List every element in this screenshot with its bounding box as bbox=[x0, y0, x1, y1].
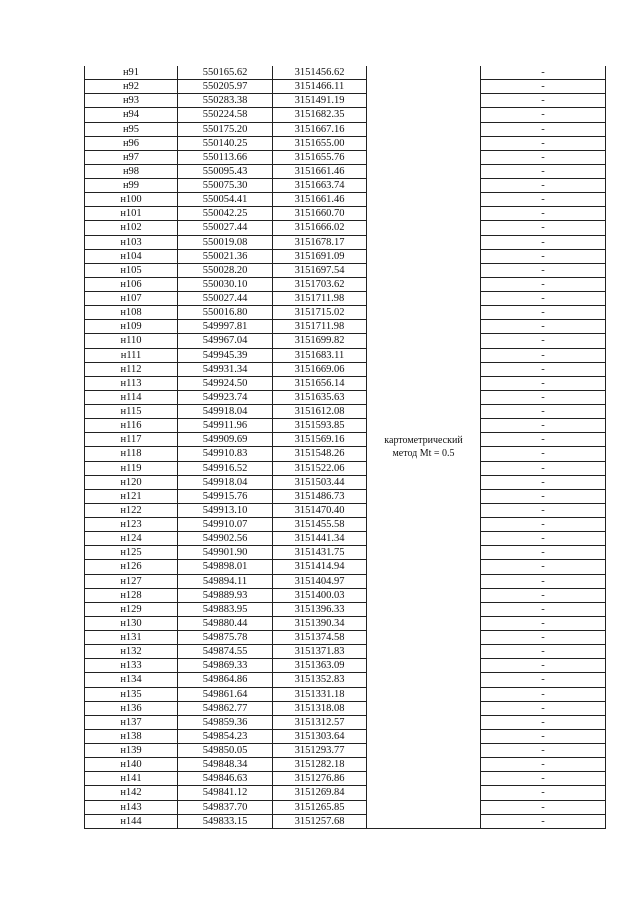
point-number-cell: н119 bbox=[85, 461, 178, 475]
table-row bbox=[85, 136, 606, 150]
note-cell: - bbox=[481, 659, 606, 673]
point-number-cell: н115 bbox=[85, 405, 178, 419]
x-coordinate-cell: 549916.52 bbox=[178, 461, 273, 475]
y-coordinate-cell: 3151663.74 bbox=[273, 179, 367, 193]
x-coordinate-cell: 549861.64 bbox=[178, 687, 273, 701]
x-coordinate-cell: 550075.30 bbox=[178, 179, 273, 193]
table-row bbox=[85, 249, 606, 263]
note-cell: - bbox=[481, 348, 606, 362]
table-row bbox=[85, 66, 606, 80]
table-row bbox=[85, 306, 606, 320]
note-cell: - bbox=[481, 207, 606, 221]
table-row bbox=[85, 433, 606, 447]
x-coordinate-cell: 549833.15 bbox=[178, 814, 273, 828]
point-number-cell: н101 bbox=[85, 207, 178, 221]
point-number-cell: н137 bbox=[85, 715, 178, 729]
x-coordinate-cell: 550205.97 bbox=[178, 80, 273, 94]
table-row bbox=[85, 814, 606, 828]
point-number-cell: н104 bbox=[85, 249, 178, 263]
point-number-cell: н111 bbox=[85, 348, 178, 362]
table-row bbox=[85, 447, 606, 461]
note-cell: - bbox=[481, 645, 606, 659]
y-coordinate-cell: 3151293.77 bbox=[273, 744, 367, 758]
note-cell: - bbox=[481, 80, 606, 94]
x-coordinate-cell: 549967.04 bbox=[178, 334, 273, 348]
note-cell: - bbox=[481, 715, 606, 729]
table-row bbox=[85, 532, 606, 546]
point-number-cell: н92 bbox=[85, 80, 178, 94]
note-cell: - bbox=[481, 362, 606, 376]
x-coordinate-cell: 549901.90 bbox=[178, 546, 273, 560]
y-coordinate-cell: 3151703.62 bbox=[273, 277, 367, 291]
point-number-cell: н96 bbox=[85, 136, 178, 150]
y-coordinate-cell: 3151593.85 bbox=[273, 419, 367, 433]
y-coordinate-cell: 3151404.97 bbox=[273, 574, 367, 588]
x-coordinate-cell: 549894.11 bbox=[178, 574, 273, 588]
y-coordinate-cell: 3151569.16 bbox=[273, 433, 367, 447]
note-cell: - bbox=[481, 546, 606, 560]
table-row bbox=[85, 362, 606, 376]
note-cell: - bbox=[481, 66, 606, 80]
x-coordinate-cell: 549869.33 bbox=[178, 659, 273, 673]
y-coordinate-cell: 3151682.35 bbox=[273, 108, 367, 122]
x-coordinate-cell: 550027.44 bbox=[178, 221, 273, 235]
x-coordinate-cell: 550016.80 bbox=[178, 306, 273, 320]
note-cell: - bbox=[481, 320, 606, 334]
note-cell: - bbox=[481, 687, 606, 701]
note-cell: - bbox=[481, 475, 606, 489]
table-row bbox=[85, 744, 606, 758]
note-cell: - bbox=[481, 814, 606, 828]
table-row bbox=[85, 221, 606, 235]
y-coordinate-cell: 3151441.34 bbox=[273, 532, 367, 546]
point-number-cell: н105 bbox=[85, 263, 178, 277]
table-row bbox=[85, 786, 606, 800]
method-cell bbox=[367, 66, 481, 828]
point-number-cell: н134 bbox=[85, 673, 178, 687]
y-coordinate-cell: 3151697.54 bbox=[273, 263, 367, 277]
y-coordinate-cell: 3151691.09 bbox=[273, 249, 367, 263]
x-coordinate-cell: 549915.76 bbox=[178, 489, 273, 503]
note-cell: - bbox=[481, 433, 606, 447]
table-row bbox=[85, 122, 606, 136]
x-coordinate-cell: 549874.55 bbox=[178, 645, 273, 659]
note-cell: - bbox=[481, 631, 606, 645]
x-coordinate-cell: 549918.04 bbox=[178, 475, 273, 489]
x-coordinate-cell: 550095.43 bbox=[178, 164, 273, 178]
note-cell: - bbox=[481, 221, 606, 235]
y-coordinate-cell: 3151276.86 bbox=[273, 772, 367, 786]
table-row bbox=[85, 150, 606, 164]
note-cell: - bbox=[481, 489, 606, 503]
x-coordinate-cell: 549837.70 bbox=[178, 800, 273, 814]
note-cell: - bbox=[481, 503, 606, 517]
x-coordinate-cell: 550019.08 bbox=[178, 235, 273, 249]
y-coordinate-cell: 3151655.76 bbox=[273, 150, 367, 164]
table-row bbox=[85, 277, 606, 291]
point-number-cell: н138 bbox=[85, 729, 178, 743]
table-row bbox=[85, 419, 606, 433]
table-row bbox=[85, 80, 606, 94]
point-number-cell: н140 bbox=[85, 758, 178, 772]
note-cell: - bbox=[481, 263, 606, 277]
point-number-cell: н144 bbox=[85, 814, 178, 828]
x-coordinate-cell: 550165.62 bbox=[178, 66, 273, 80]
note-cell: - bbox=[481, 419, 606, 433]
x-coordinate-cell: 549841.12 bbox=[178, 786, 273, 800]
point-number-cell: н109 bbox=[85, 320, 178, 334]
y-coordinate-cell: 3151390.34 bbox=[273, 616, 367, 630]
table-row bbox=[85, 235, 606, 249]
table-row bbox=[85, 193, 606, 207]
y-coordinate-cell: 3151612.08 bbox=[273, 405, 367, 419]
note-cell: - bbox=[481, 744, 606, 758]
table-row bbox=[85, 574, 606, 588]
point-number-cell: н141 bbox=[85, 772, 178, 786]
x-coordinate-cell: 550027.44 bbox=[178, 292, 273, 306]
x-coordinate-cell: 549945.39 bbox=[178, 348, 273, 362]
y-coordinate-cell: 3151503.44 bbox=[273, 475, 367, 489]
note-cell: - bbox=[481, 108, 606, 122]
note-cell: - bbox=[481, 518, 606, 532]
coordinates-table-page bbox=[84, 66, 605, 844]
x-coordinate-cell: 550042.25 bbox=[178, 207, 273, 221]
point-number-cell: н91 bbox=[85, 66, 178, 80]
point-number-cell: н131 bbox=[85, 631, 178, 645]
table-row bbox=[85, 687, 606, 701]
y-coordinate-cell: 3151683.11 bbox=[273, 348, 367, 362]
note-cell: - bbox=[481, 150, 606, 164]
x-coordinate-cell: 549911.96 bbox=[178, 419, 273, 433]
table-row bbox=[85, 334, 606, 348]
x-coordinate-cell: 549854.23 bbox=[178, 729, 273, 743]
table-row bbox=[85, 560, 606, 574]
x-coordinate-cell: 550224.58 bbox=[178, 108, 273, 122]
note-cell: - bbox=[481, 532, 606, 546]
point-number-cell: н120 bbox=[85, 475, 178, 489]
coordinates-table bbox=[84, 66, 606, 829]
x-coordinate-cell: 550113.66 bbox=[178, 150, 273, 164]
note-cell: - bbox=[481, 602, 606, 616]
y-coordinate-cell: 3151363.09 bbox=[273, 659, 367, 673]
y-coordinate-cell: 3151282.18 bbox=[273, 758, 367, 772]
table-row bbox=[85, 673, 606, 687]
x-coordinate-cell: 549997.81 bbox=[178, 320, 273, 334]
table-row bbox=[85, 475, 606, 489]
x-coordinate-cell: 549864.86 bbox=[178, 673, 273, 687]
point-number-cell: н118 bbox=[85, 447, 178, 461]
table-row bbox=[85, 292, 606, 306]
table-row bbox=[85, 164, 606, 178]
point-number-cell: н100 bbox=[85, 193, 178, 207]
point-number-cell: н126 bbox=[85, 560, 178, 574]
table-row bbox=[85, 800, 606, 814]
table-row bbox=[85, 546, 606, 560]
note-cell: - bbox=[481, 701, 606, 715]
point-number-cell: н125 bbox=[85, 546, 178, 560]
y-coordinate-cell: 3151711.98 bbox=[273, 292, 367, 306]
x-coordinate-cell: 550030.10 bbox=[178, 277, 273, 291]
table-row bbox=[85, 503, 606, 517]
note-cell: - bbox=[481, 376, 606, 390]
note-cell: - bbox=[481, 574, 606, 588]
table-row bbox=[85, 631, 606, 645]
note-cell: - bbox=[481, 673, 606, 687]
table-row bbox=[85, 207, 606, 221]
table-row bbox=[85, 263, 606, 277]
note-cell: - bbox=[481, 136, 606, 150]
point-number-cell: н116 bbox=[85, 419, 178, 433]
point-number-cell: н110 bbox=[85, 334, 178, 348]
x-coordinate-cell: 549889.93 bbox=[178, 588, 273, 602]
point-number-cell: н130 bbox=[85, 616, 178, 630]
x-coordinate-cell: 549848.34 bbox=[178, 758, 273, 772]
x-coordinate-cell: 550054.41 bbox=[178, 193, 273, 207]
y-coordinate-cell: 3151455.58 bbox=[273, 518, 367, 532]
y-coordinate-cell: 3151257.68 bbox=[273, 814, 367, 828]
y-coordinate-cell: 3151331.18 bbox=[273, 687, 367, 701]
x-coordinate-cell: 549902.56 bbox=[178, 532, 273, 546]
note-cell: - bbox=[481, 786, 606, 800]
table-row bbox=[85, 659, 606, 673]
y-coordinate-cell: 3151486.73 bbox=[273, 489, 367, 503]
table-row bbox=[85, 94, 606, 108]
y-coordinate-cell: 3151522.06 bbox=[273, 461, 367, 475]
note-cell: - bbox=[481, 277, 606, 291]
table-row bbox=[85, 715, 606, 729]
note-cell: - bbox=[481, 447, 606, 461]
note-cell: - bbox=[481, 405, 606, 419]
point-number-cell: н121 bbox=[85, 489, 178, 503]
y-coordinate-cell: 3151318.08 bbox=[273, 701, 367, 715]
y-coordinate-cell: 3151667.16 bbox=[273, 122, 367, 136]
x-coordinate-cell: 549846.63 bbox=[178, 772, 273, 786]
x-coordinate-cell: 549931.34 bbox=[178, 362, 273, 376]
y-coordinate-cell: 3151669.06 bbox=[273, 362, 367, 376]
point-number-cell: н108 bbox=[85, 306, 178, 320]
table-row bbox=[85, 616, 606, 630]
x-coordinate-cell: 550140.25 bbox=[178, 136, 273, 150]
point-number-cell: н99 bbox=[85, 179, 178, 193]
y-coordinate-cell: 3151715.02 bbox=[273, 306, 367, 320]
point-number-cell: н143 bbox=[85, 800, 178, 814]
method-line-1: картометрический bbox=[384, 434, 463, 446]
note-cell: - bbox=[481, 235, 606, 249]
x-coordinate-cell: 549850.05 bbox=[178, 744, 273, 758]
point-number-cell: н106 bbox=[85, 277, 178, 291]
note-cell: - bbox=[481, 164, 606, 178]
point-number-cell: н133 bbox=[85, 659, 178, 673]
y-coordinate-cell: 3151303.64 bbox=[273, 729, 367, 743]
y-coordinate-cell: 3151699.82 bbox=[273, 334, 367, 348]
point-number-cell: н107 bbox=[85, 292, 178, 306]
x-coordinate-cell: 549924.50 bbox=[178, 376, 273, 390]
point-number-cell: н129 bbox=[85, 602, 178, 616]
table-row bbox=[85, 602, 606, 616]
note-cell: - bbox=[481, 94, 606, 108]
point-number-cell: н114 bbox=[85, 390, 178, 404]
y-coordinate-cell: 3151466.11 bbox=[273, 80, 367, 94]
point-number-cell: н117 bbox=[85, 433, 178, 447]
note-cell: - bbox=[481, 588, 606, 602]
y-coordinate-cell: 3151491.19 bbox=[273, 94, 367, 108]
y-coordinate-cell: 3151265.85 bbox=[273, 800, 367, 814]
point-number-cell: н97 bbox=[85, 150, 178, 164]
point-number-cell: н102 bbox=[85, 221, 178, 235]
x-coordinate-cell: 549859.36 bbox=[178, 715, 273, 729]
method-line-2: метод Mt = 0.5 bbox=[392, 447, 455, 459]
point-number-cell: н124 bbox=[85, 532, 178, 546]
note-cell: - bbox=[481, 334, 606, 348]
note-cell: - bbox=[481, 729, 606, 743]
x-coordinate-cell: 550175.20 bbox=[178, 122, 273, 136]
point-number-cell: н94 bbox=[85, 108, 178, 122]
y-coordinate-cell: 3151661.46 bbox=[273, 164, 367, 178]
y-coordinate-cell: 3151352.83 bbox=[273, 673, 367, 687]
note-cell: - bbox=[481, 772, 606, 786]
x-coordinate-cell: 549918.04 bbox=[178, 405, 273, 419]
table-row bbox=[85, 179, 606, 193]
y-coordinate-cell: 3151312.57 bbox=[273, 715, 367, 729]
table-row bbox=[85, 376, 606, 390]
table-row bbox=[85, 489, 606, 503]
x-coordinate-cell: 549923.74 bbox=[178, 390, 273, 404]
table-row bbox=[85, 645, 606, 659]
coordinates-table-body bbox=[85, 66, 606, 828]
y-coordinate-cell: 3151456.62 bbox=[273, 66, 367, 80]
point-number-cell: н128 bbox=[85, 588, 178, 602]
point-number-cell: н95 bbox=[85, 122, 178, 136]
note-cell: - bbox=[481, 122, 606, 136]
table-row bbox=[85, 405, 606, 419]
table-row bbox=[85, 729, 606, 743]
point-number-cell: н122 bbox=[85, 503, 178, 517]
point-number-cell: н132 bbox=[85, 645, 178, 659]
note-cell: - bbox=[481, 249, 606, 263]
note-cell: - bbox=[481, 292, 606, 306]
note-cell: - bbox=[481, 306, 606, 320]
x-coordinate-cell: 549875.78 bbox=[178, 631, 273, 645]
table-row bbox=[85, 701, 606, 715]
note-cell: - bbox=[481, 179, 606, 193]
note-cell: - bbox=[481, 390, 606, 404]
table-row bbox=[85, 772, 606, 786]
y-coordinate-cell: 3151655.00 bbox=[273, 136, 367, 150]
x-coordinate-cell: 549862.77 bbox=[178, 701, 273, 715]
y-coordinate-cell: 3151414.94 bbox=[273, 560, 367, 574]
x-coordinate-cell: 549910.83 bbox=[178, 447, 273, 461]
point-number-cell: н139 bbox=[85, 744, 178, 758]
x-coordinate-cell: 550283.38 bbox=[178, 94, 273, 108]
point-number-cell: н127 bbox=[85, 574, 178, 588]
point-number-cell: н112 bbox=[85, 362, 178, 376]
point-number-cell: н123 bbox=[85, 518, 178, 532]
x-coordinate-cell: 549880.44 bbox=[178, 616, 273, 630]
y-coordinate-cell: 3151660.70 bbox=[273, 207, 367, 221]
y-coordinate-cell: 3151635.63 bbox=[273, 390, 367, 404]
y-coordinate-cell: 3151396.33 bbox=[273, 602, 367, 616]
note-cell: - bbox=[481, 800, 606, 814]
x-coordinate-cell: 549883.95 bbox=[178, 602, 273, 616]
table-row bbox=[85, 348, 606, 362]
x-coordinate-cell: 550021.36 bbox=[178, 249, 273, 263]
x-coordinate-cell: 549913.10 bbox=[178, 503, 273, 517]
y-coordinate-cell: 3151374.58 bbox=[273, 631, 367, 645]
y-coordinate-cell: 3151269.84 bbox=[273, 786, 367, 800]
y-coordinate-cell: 3151666.02 bbox=[273, 221, 367, 235]
point-number-cell: н98 bbox=[85, 164, 178, 178]
table-row bbox=[85, 461, 606, 475]
note-cell: - bbox=[481, 758, 606, 772]
y-coordinate-cell: 3151711.98 bbox=[273, 320, 367, 334]
point-number-cell: н136 bbox=[85, 701, 178, 715]
y-coordinate-cell: 3151661.46 bbox=[273, 193, 367, 207]
table-row bbox=[85, 108, 606, 122]
x-coordinate-cell: 549910.07 bbox=[178, 518, 273, 532]
point-number-cell: н113 bbox=[85, 376, 178, 390]
table-row bbox=[85, 320, 606, 334]
table-row bbox=[85, 588, 606, 602]
note-cell: - bbox=[481, 461, 606, 475]
note-cell: - bbox=[481, 616, 606, 630]
y-coordinate-cell: 3151431.75 bbox=[273, 546, 367, 560]
note-cell: - bbox=[481, 193, 606, 207]
y-coordinate-cell: 3151678.17 bbox=[273, 235, 367, 249]
note-cell: - bbox=[481, 560, 606, 574]
y-coordinate-cell: 3151656.14 bbox=[273, 376, 367, 390]
table-row bbox=[85, 758, 606, 772]
table-row bbox=[85, 390, 606, 404]
table-row bbox=[85, 518, 606, 532]
y-coordinate-cell: 3151400.03 bbox=[273, 588, 367, 602]
y-coordinate-cell: 3151548.26 bbox=[273, 447, 367, 461]
point-number-cell: н135 bbox=[85, 687, 178, 701]
y-coordinate-cell: 3151371.83 bbox=[273, 645, 367, 659]
y-coordinate-cell: 3151470.40 bbox=[273, 503, 367, 517]
point-number-cell: н142 bbox=[85, 786, 178, 800]
point-number-cell: н93 bbox=[85, 94, 178, 108]
point-number-cell: н103 bbox=[85, 235, 178, 249]
x-coordinate-cell: 549898.01 bbox=[178, 560, 273, 574]
x-coordinate-cell: 550028.20 bbox=[178, 263, 273, 277]
x-coordinate-cell: 549909.69 bbox=[178, 433, 273, 447]
